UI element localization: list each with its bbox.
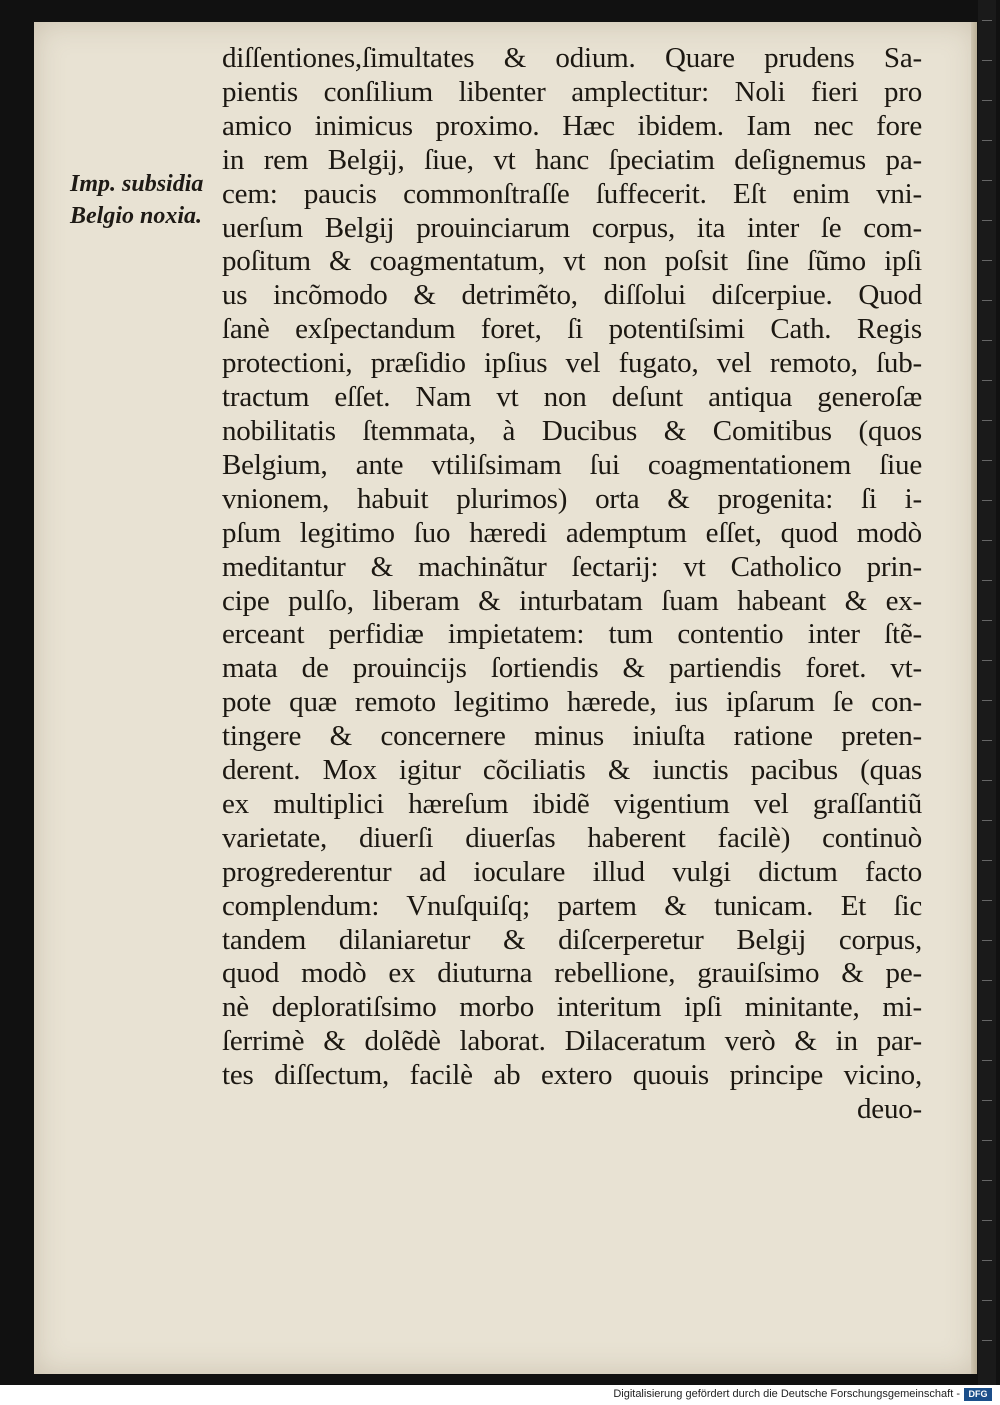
text-line: cipe pulſo, liberam & inturbatam ſuam habeant & ex- [222, 584, 922, 617]
text-line: mata de prouincijs ſortiendis & partiendis foret. vt- [222, 652, 922, 685]
text-line: tractum eſſet. Nam vt non deſunt antiqua generoſæ [222, 381, 922, 414]
ruler-tick [982, 1180, 992, 1181]
text-line: progrederentur ad ioculare illud vulgi dictum facto [222, 855, 922, 888]
text-line: us incõmodo & detrimẽto, diſſolui diſcerpiue. Quod [222, 279, 922, 312]
text-line: pientis conſilium libenter amplectitur: Noli fieri pro [222, 75, 922, 108]
ruler-tick [982, 1140, 992, 1141]
text-line: Belgium, ante vtiliſsimam ſui coagmentationem ſiue [222, 448, 922, 481]
ruler-tick [982, 1300, 992, 1301]
ruler-tick [982, 60, 992, 61]
ruler-tick [982, 380, 992, 381]
ruler-tick [982, 220, 992, 221]
ruler-tick [982, 460, 992, 461]
ruler-tick [982, 900, 992, 901]
ruler-tick [982, 620, 992, 621]
ruler-tick [982, 1020, 992, 1021]
text-line: ex multiplici hæreſum ibidẽ vigentium vel graſſantiũ [222, 787, 922, 820]
ruler-tick [982, 980, 992, 981]
ruler-tick [982, 500, 992, 501]
ruler-tick [982, 100, 992, 101]
ruler-tick [982, 540, 992, 541]
footer-bar [0, 1385, 1000, 1405]
marginal-note-line: Imp. subsidia [70, 171, 204, 197]
catchword: deuo- [856, 1093, 922, 1126]
text-line: nobilitatis ſtemmata, à Ducibus & Comitibus (quos [222, 414, 922, 447]
ruler-tick [982, 1340, 992, 1341]
ruler-tick [982, 20, 992, 21]
ruler-tick [982, 780, 992, 781]
ruler-tick [982, 260, 992, 261]
page-edge [971, 22, 977, 1374]
ruler-tick [982, 140, 992, 141]
ruler-tick [982, 820, 992, 821]
text-line: amico inimicus proximo. Hæc ibidem. Iam nec fore [222, 109, 922, 142]
dfg-logo: DFG [964, 1388, 992, 1401]
text-line: uerſum Belgij prouinciarum corpus, ita inter ſe com- [222, 211, 922, 244]
text-line: ſerrimè & dolẽdè laborat. Dilaceratum verò & in par- [222, 1025, 922, 1058]
ruler-tick [982, 580, 992, 581]
footer-credit: Digitalisierung gefördert durch die Deutsche Forschungsgemeinschaft - [613, 1388, 960, 1400]
text-line: derent. Mox igitur cõciliatis & iunctis pacibus (quas [222, 754, 922, 787]
text-line: pſum legitimo ſuo hæredi ademptum eſſet, quod modò [222, 516, 922, 549]
ruler-tick [982, 700, 992, 701]
ruler-tick [982, 180, 992, 181]
text-line: vnionem, habuit plurimos) orta & progenita: ſi i- [222, 482, 922, 515]
body-text [222, 42, 922, 1127]
ruler-tick [982, 420, 992, 421]
ruler-tick [982, 340, 992, 341]
text-line: in rem Belgij, ſiue, vt hanc ſpeciatim deſignemus pa- [222, 143, 922, 176]
ruler-tick [982, 1260, 992, 1261]
ruler-tick [982, 660, 992, 661]
text-line: diſſentiones,ſimultates & odium. Quare prudens Sa- [222, 42, 922, 74]
ruler-tick [982, 940, 992, 941]
text-line: erceant perfidiæ impietatem: tum contentio inter ſtẽ- [222, 618, 922, 651]
text-line: tingere & concernere minus iniuſta ratione preten- [222, 720, 922, 753]
ruler-tick [982, 1220, 992, 1221]
marginal-note-line: Belgio noxia. [70, 203, 203, 229]
text-line: quod modò ex diuturna rebellione, grauiſsimo & pe- [222, 957, 922, 990]
text-line: cem: paucis commonſtraſſe ſuffecerit. Eſt enim vni- [222, 177, 922, 210]
text-line: pote quæ remoto legitimo hærede, ius ipſarum ſe con- [222, 686, 922, 719]
scan-ruler [978, 0, 996, 1385]
text-line: meditantur & machinãtur ſectarij: vt Catholico prin- [222, 550, 922, 583]
text-line: tes diſſectum, facilè ab extero quouis principe vicino, [222, 1059, 922, 1092]
ruler-tick [982, 300, 992, 301]
ruler-tick [982, 1100, 992, 1101]
text-line: protectioni, præſidio ipſius vel fugato, vel remoto, ſub- [222, 347, 922, 380]
ruler-tick [982, 1060, 992, 1061]
text-line: poſitum & coagmentatum, vt non poſsit ſine ſũmo ipſi [222, 245, 922, 278]
text-line: ſanè exſpectandum foret, ſi potentiſsimi Cath. Regis [222, 313, 922, 346]
text-line: varietate, diuerſi diuerſas haberent facilè) continuò [222, 821, 922, 854]
text-line: complendum: Vnuſquiſq; partem & tunicam. Et ſic [222, 889, 922, 922]
ruler-tick [982, 860, 992, 861]
text-line: tandem dilaniaretur & diſcerperetur Belgij corpus, [222, 923, 922, 956]
text-line: nè deploratiſsimo morbo interitum ipſi minitante, mi- [222, 991, 922, 1024]
ruler-tick [982, 740, 992, 741]
